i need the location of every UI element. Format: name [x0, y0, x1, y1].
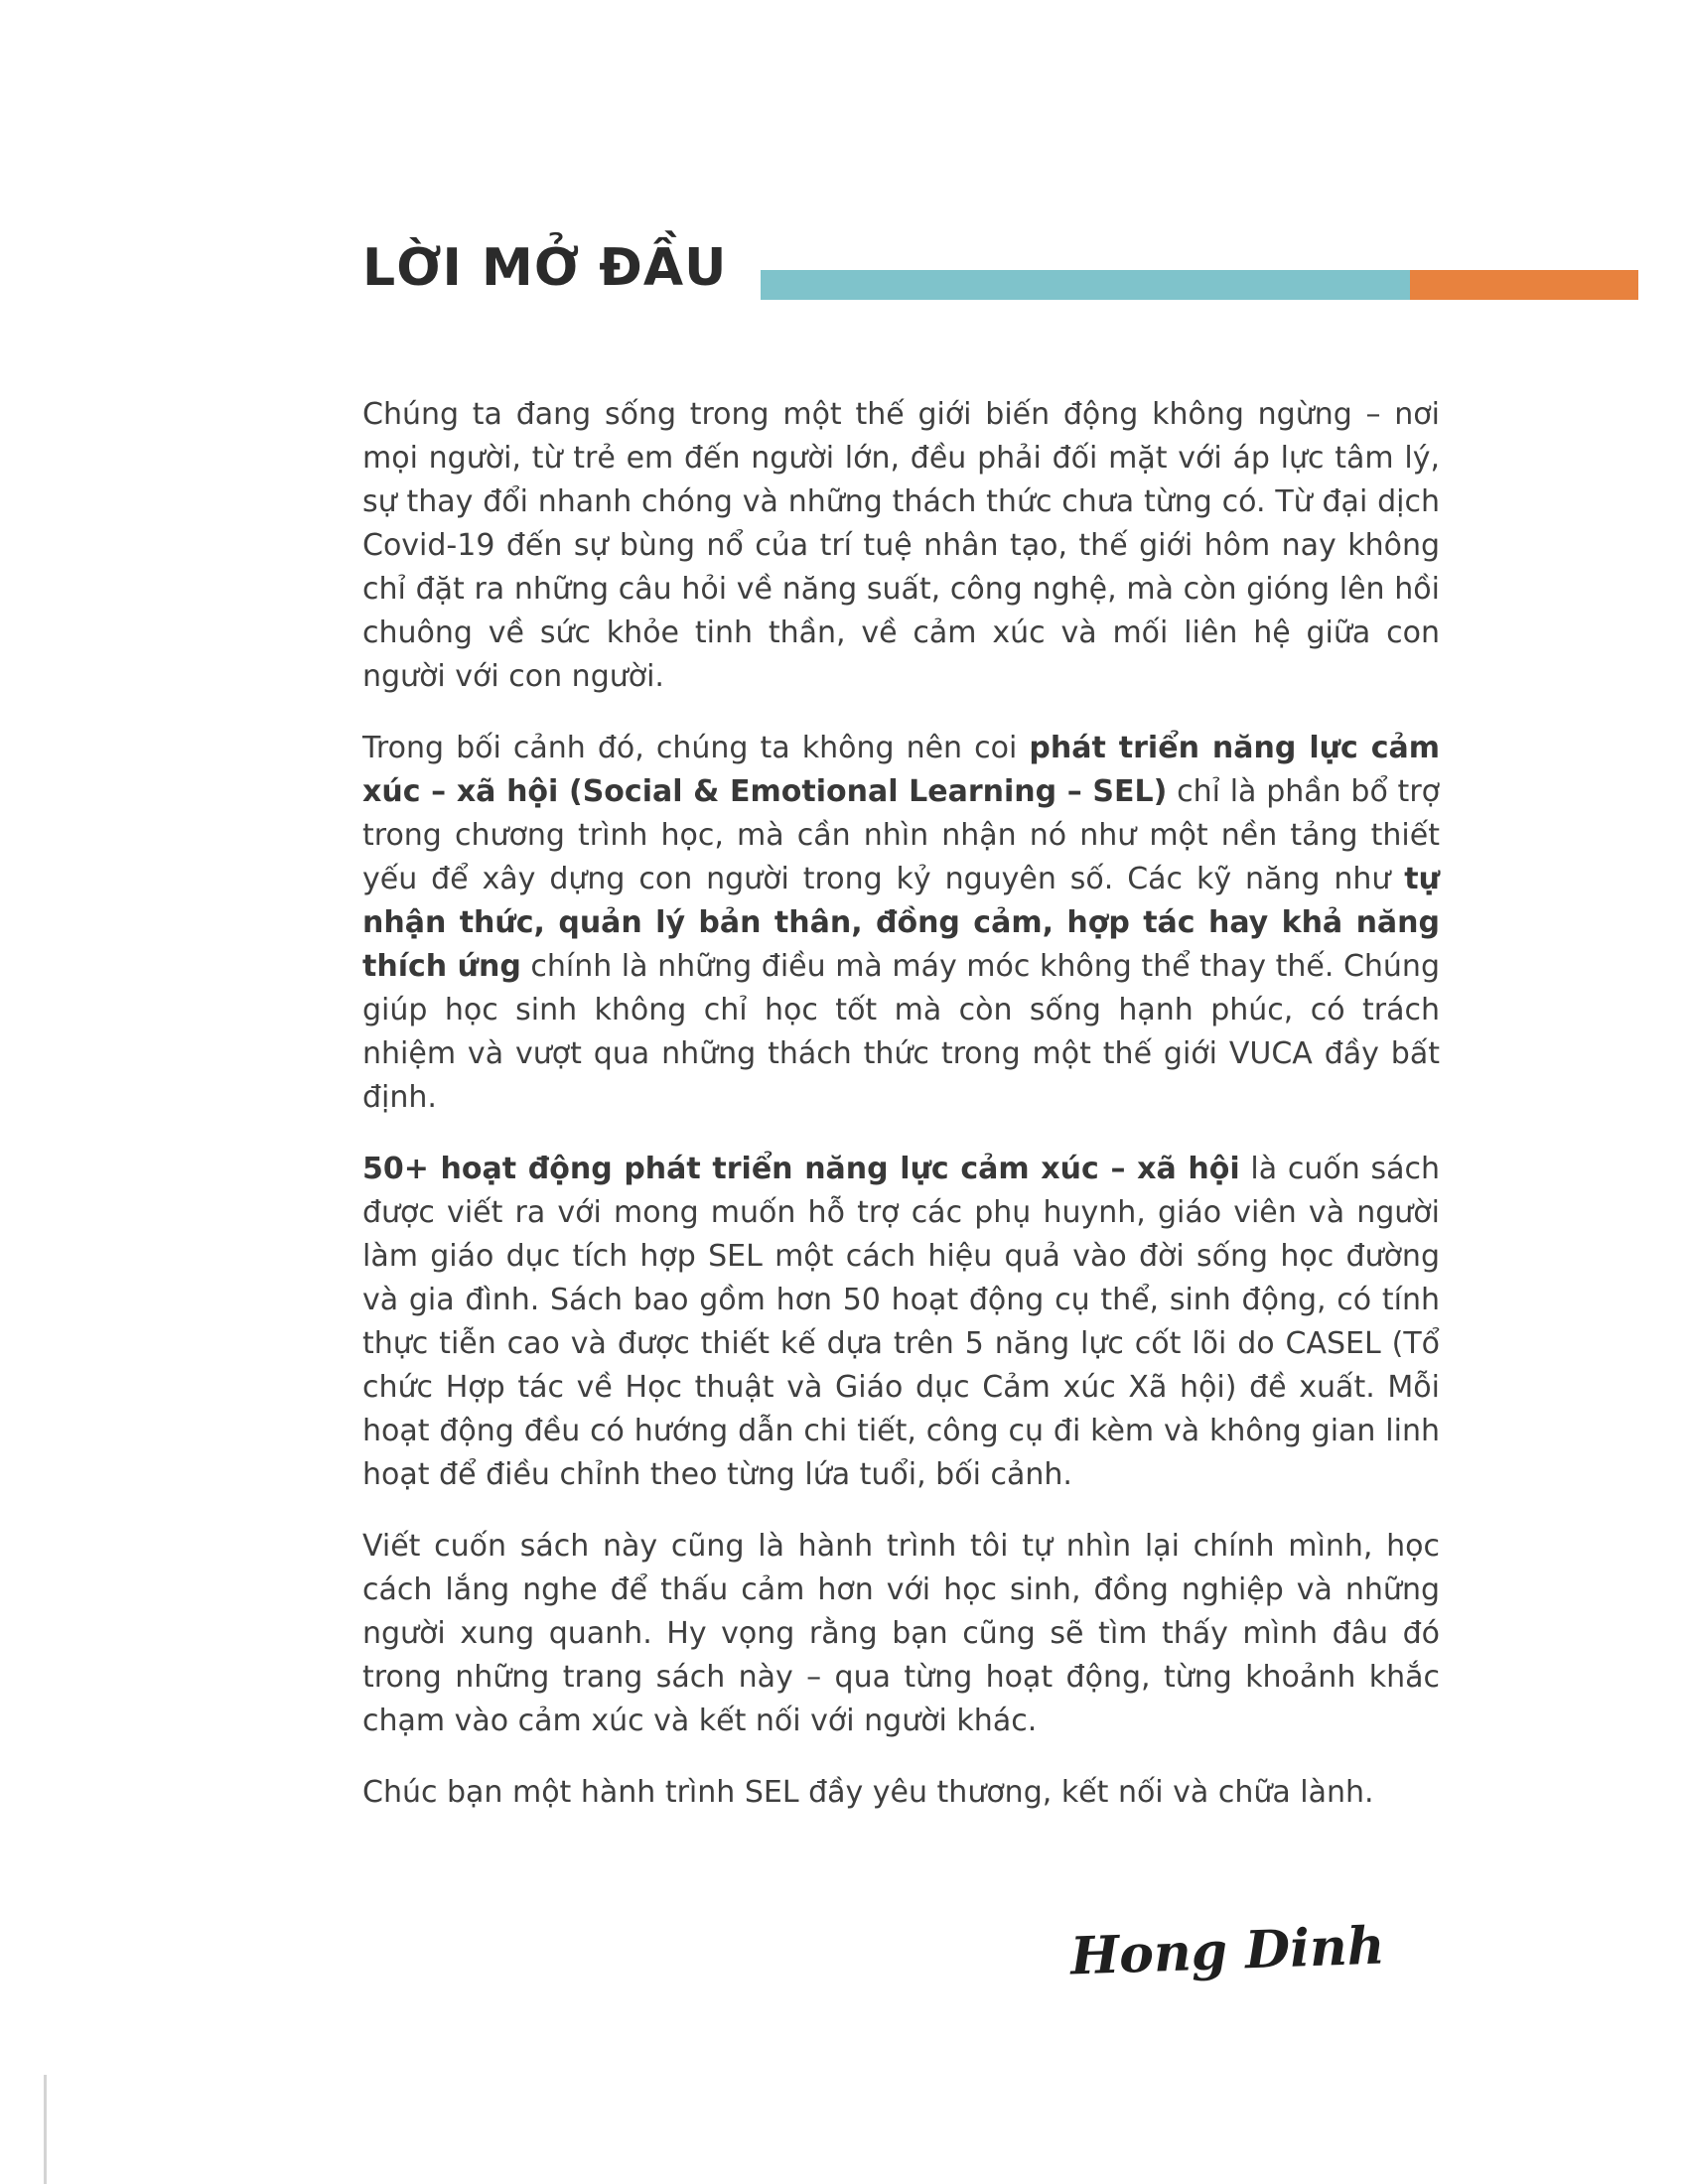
paragraph: Viết cuốn sách này cũng là hành trình tôi tự nhìn lại chính mình, học cách lắng nghe để thấu cảm hơn với học sinh, đồng nghiệp và những người xung quanh. Hy vọng rằng bạn cũng sẽ tìm thấy mình đâu đó trong những trang sách này – qua từng hoạt động, từng khoảnh khắc chạm vào cảm xúc và kết nối với người khác.: [362, 1529, 1440, 1738]
teal-bar-segment: [761, 270, 1410, 300]
paragraph: Trong bối cảnh đó, chúng ta không nên coi phát triển năng lực cảm xúc – xã hội (Social & Emotional Learning – SEL) chỉ là phần bổ trợ trong chương trình học, mà cần nhìn nhận nó như một nền tảng thiết yếu để xây dựng con người trong kỷ nguyên số. Các kỹ năng như tự nhận thức, quản lý bản thân, đồng cảm, hợp tác hay khả năng thích ứng chính là những điều mà máy móc không thể thay thế. Chúng giúp học sinh không chỉ học tốt mà còn sống hạnh phúc, có trách nhiệm và vượt qua những thách thức trong một thế giới VUCA đầy bất định.: [362, 731, 1441, 1115]
page-title: LỜI MỞ ĐẦU: [362, 238, 728, 298]
preface-body: [362, 393, 1440, 1815]
left-edge-mark: [44, 2075, 47, 2184]
author-signature: Hong Dinh: [1069, 1915, 1386, 1987]
paragraph: Chúc bạn một hành trình SEL đầy yêu thương, kết nối và chữa lành.: [362, 1775, 1374, 1810]
paragraph: Chúng ta đang sống trong một thế giới biến động không ngừng – nơi mọi người, từ trẻ em đến người lớn, đều phải đối mặt với áp lực tâm lý, sự thay đổi nhanh chóng và những thách thức chưa từng có. Từ đại dịch Covid-19 đến sự bùng nổ của trí tuệ nhân tạo, thế giới hôm nay không chỉ đặt ra những câu hỏi về năng suất, công nghệ, mà còn gióng lên hồi chuông về sức khỏe tinh thần, về cảm xúc và mối liên hệ giữa con người với con người.: [362, 397, 1440, 694]
decorative-bar: [761, 270, 1638, 300]
orange-bar-segment: [1410, 270, 1638, 300]
paragraph: 50+ hoạt động phát triển năng lực cảm xúc – xã hội là cuốn sách được viết ra với mong muốn hỗ trợ các phụ huynh, giáo viên và người làm giáo dục tích hợp SEL một cách hiệu quả vào đời sống học đường và gia đình. Sách bao gồm hơn 50 hoạt động cụ thể, sinh động, có tính thực tiễn cao và được thiết kế dựa trên 5 năng lực cốt lõi do CASEL (Tổ chức Hợp tác về Học thuật và Giáo dục Cảm xúc Xã hội) đề xuất. Mỗi hoạt động đều có hướng dẫn chi tiết, công cụ đi kèm và không gian linh hoạt để điều chỉnh theo từng lứa tuổi, bối cảnh.: [362, 1152, 1440, 1492]
